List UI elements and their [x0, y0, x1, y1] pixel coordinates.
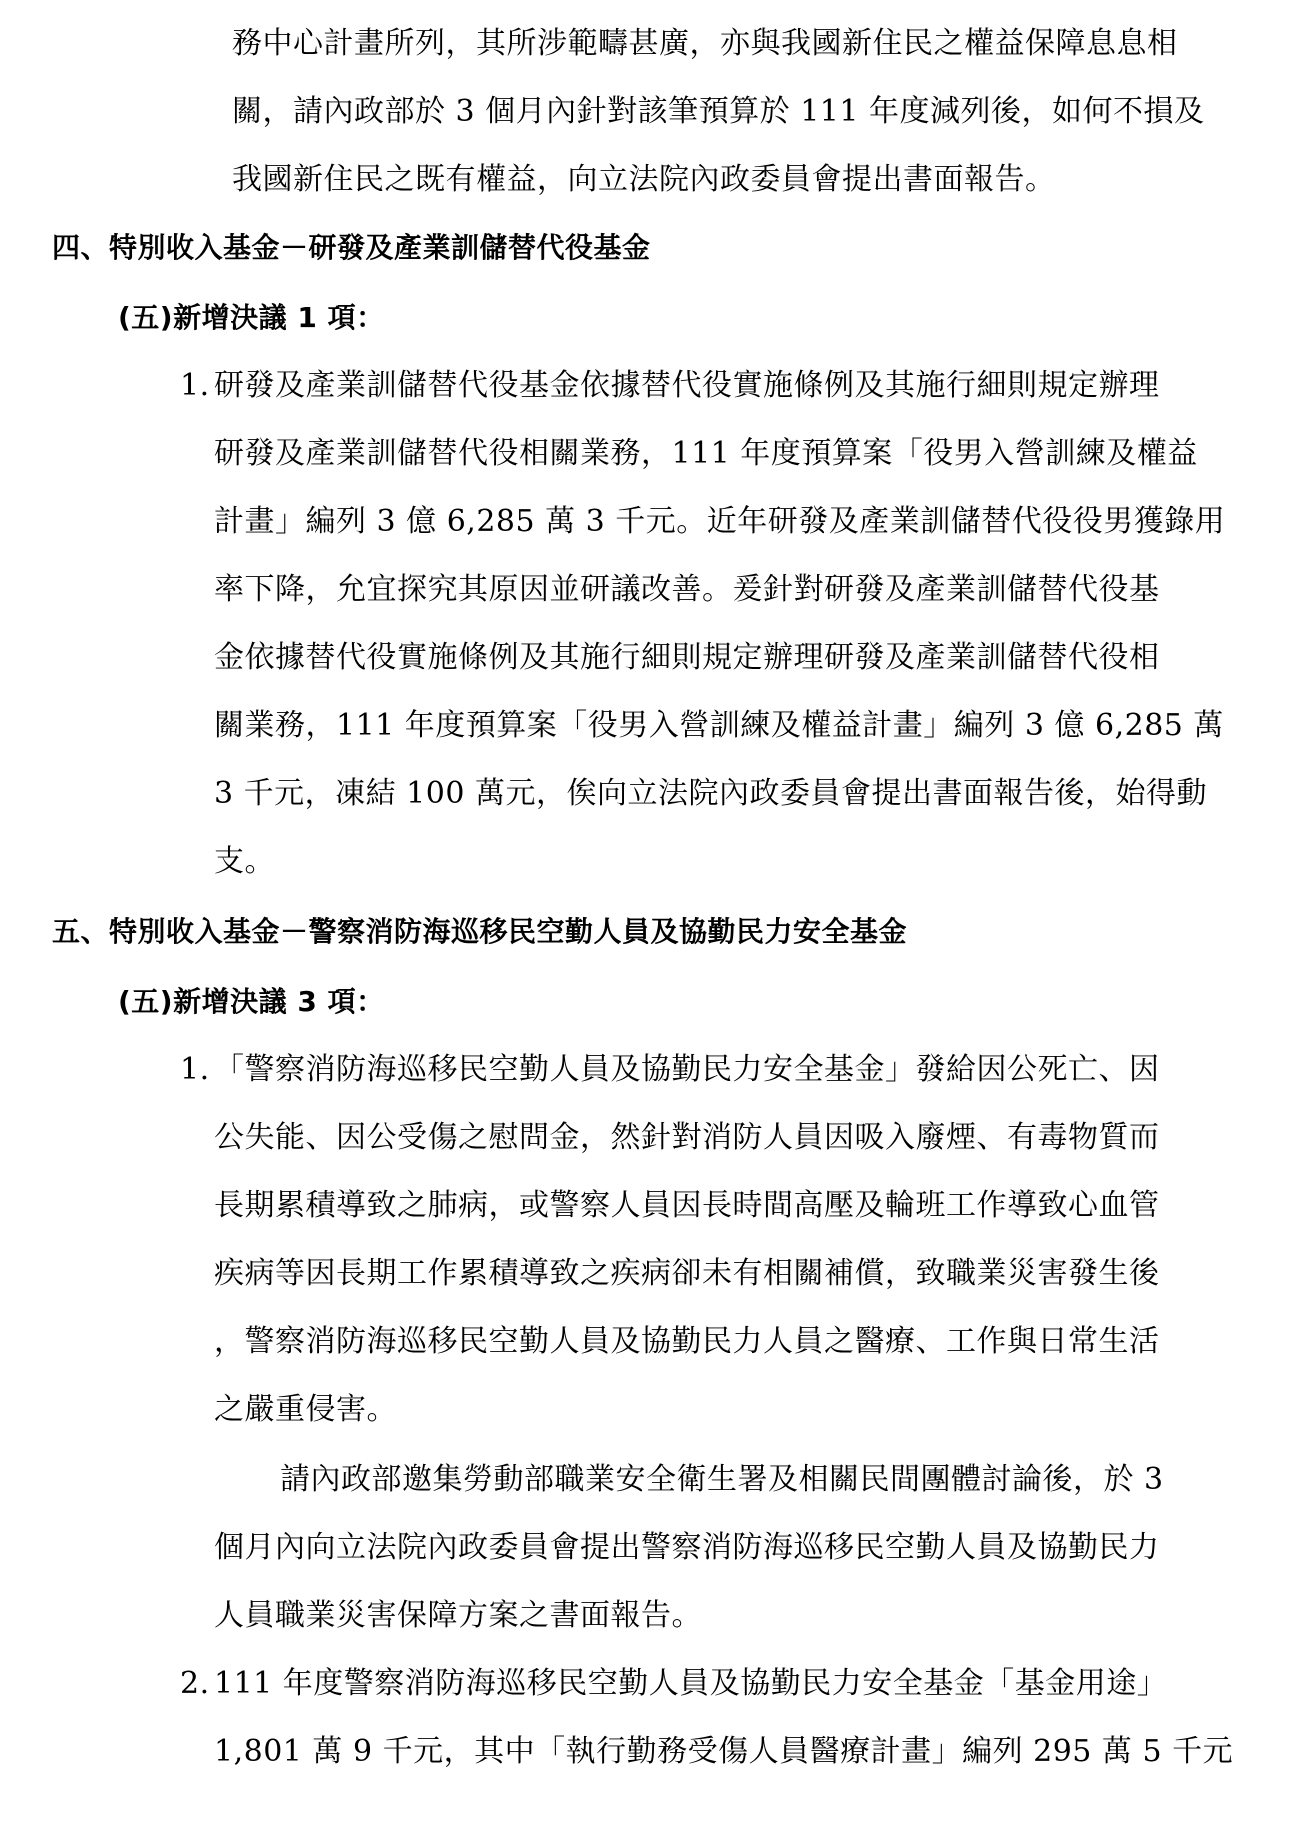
section5-item1-line-6: 之嚴重侵害。 [214, 1392, 397, 1427]
continuation-line-1: 務中心計畫所列，其所涉範疇甚廣，亦與我國新住民之權益保障息息相 [232, 26, 1178, 61]
continuation-line-2: 關，請內政部於 3 個月內針對該筆預算於 111 年度減列後，如何不損及 [232, 94, 1205, 129]
section4-item1-line-1: 研發及產業訓儲替代役基金依據替代役實施條例及其施行細則規定辦理 [214, 368, 1160, 403]
section5-item1-line-2: 公失能、因公受傷之慰問金，然針對消防人員因吸入廢煙、有毒物質而 [214, 1120, 1160, 1155]
section4-heading: 四、特別收入基金－研發及產業訓儲替代役基金 [52, 231, 651, 264]
section4-subheading: (五)新增決議 1 項： [118, 301, 385, 334]
section4-item1-line-2: 研發及產業訓儲替代役相關業務，111 年度預算案「役男入營訓練及權益 [214, 436, 1198, 471]
section5-item1-line-5: ，警察消防海巡移民空勤人員及協勤民力人員之醫療、工作與日常生活 [214, 1324, 1160, 1359]
section5-item1-line-3: 長期累積導致之肺病，或警察人員因長時間高壓及輪班工作導致心血管 [214, 1188, 1160, 1223]
section5-heading: 五、特別收入基金－警察消防海巡移民空勤人員及協勤民力安全基金 [52, 915, 908, 948]
section4-item1-line-8: 支。 [214, 844, 275, 879]
section5-item1-line-4: 疾病等因長期工作累積導致之疾病卻未有相關補償，致職業災害發生後 [214, 1256, 1160, 1291]
section5-item2-number: 2. [180, 1666, 210, 1701]
section5-item2-line-1: 111 年度警察消防海巡移民空勤人員及協勤民力安全基金「基金用途」 [214, 1666, 1168, 1701]
section4-item1-number: 1. [180, 368, 210, 403]
section4-item1-line-4: 率下降，允宜探究其原因並研議改善。爰針對研發及產業訓儲替代役基 [214, 572, 1160, 607]
section5-item2-line-2: 1,801 萬 9 千元，其中「執行勤務受傷人員醫療計畫」編列 295 萬 5 千元 [214, 1734, 1234, 1769]
section5-subheading: (五)新增決議 3 項： [118, 985, 385, 1018]
section4-item1-line-3: 計畫」編列 3 億 6,285 萬 3 千元。近年研發及產業訓儲替代役役男獲錄用 [214, 504, 1226, 539]
section4-item1-line-6: 關業務，111 年度預算案「役男入營訓練及權益計畫」編列 3 億 6,285 萬 [214, 708, 1224, 743]
section4-item1-line-7: 3 千元，凍結 100 萬元，俟向立法院內政委員會提出書面報告後，始得動 [214, 776, 1207, 811]
section5-item1-para2-line-2: 個月內向立法院內政委員會提出警察消防海巡移民空勤人員及協勤民力 [214, 1530, 1160, 1565]
section5-item1-para2-line-1: 請內政部邀集勞動部職業安全衛生署及相關民間團體討論後，於 3 [280, 1462, 1164, 1497]
section5-item1-line-1: 「警察消防海巡移民空勤人員及協勤民力安全基金」發給因公死亡、因 [214, 1052, 1160, 1087]
section5-item1-number: 1. [180, 1052, 210, 1087]
section5-item1-para2-line-3: 人員職業災害保障方案之書面報告。 [214, 1598, 702, 1633]
continuation-line-3: 我國新住民之既有權益，向立法院內政委員會提出書面報告。 [232, 162, 1056, 197]
section4-item1-line-5: 金依據替代役實施條例及其施行細則規定辦理研發及產業訓儲替代役相 [214, 640, 1160, 675]
